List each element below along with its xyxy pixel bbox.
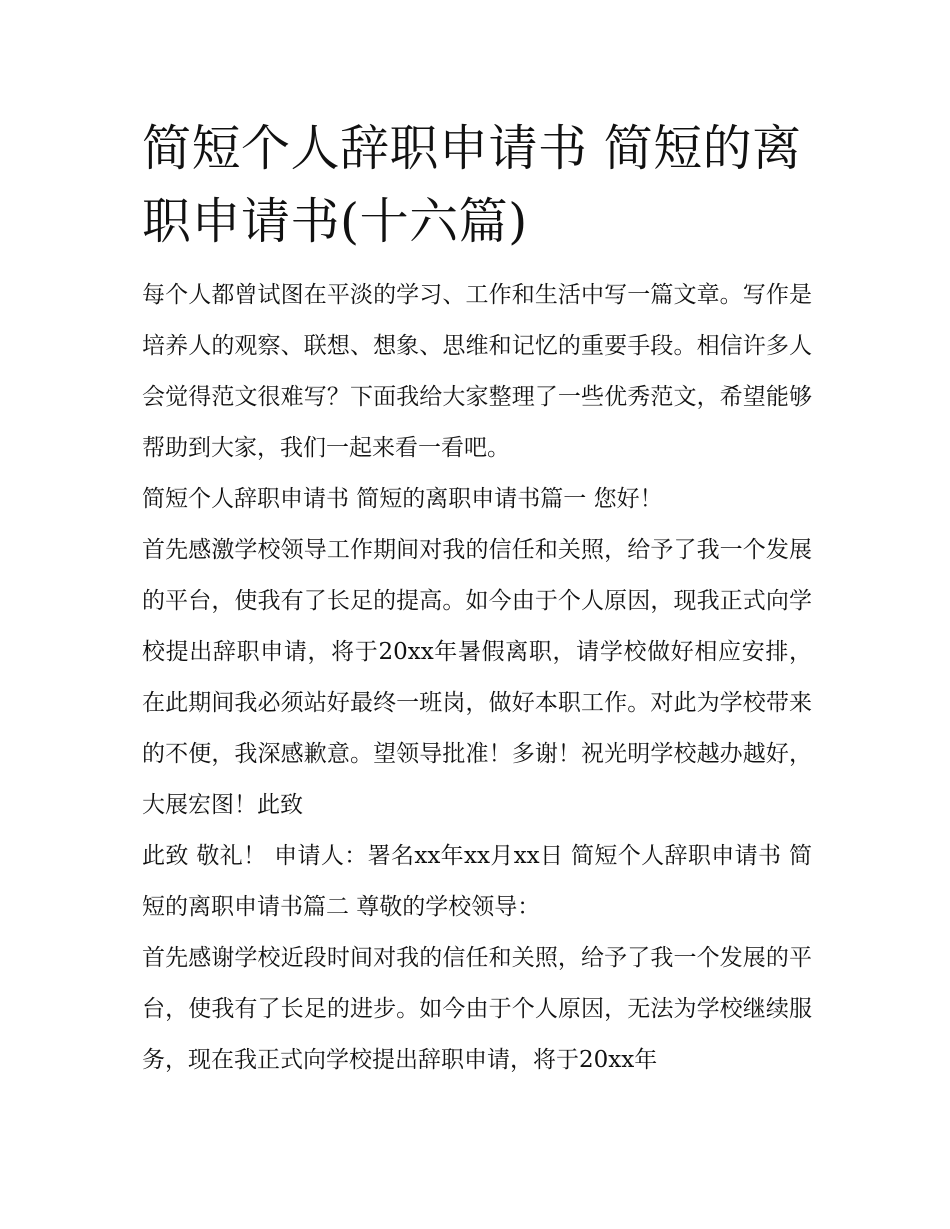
paragraph-intro: 每个人都曾试图在平淡的学习、工作和生活中写一篇文章。写作是培养人的观察、联想、想象、思维和记忆的重要手段。相信许多人会觉得范文很难写？下面我给大家整理了一些优秀范文，希望能够帮助到大家，我们一起来看一看吧。 <box>142 282 812 461</box>
document-page <box>142 112 812 1086</box>
paragraph-closing-heading-2: 此致 敬礼！ 申请人：署名xx年xx月xx日 简短个人辞职申请书 简短的离职申请书篇二 尊敬的学校领导： <box>142 843 812 920</box>
paragraph-letter-2: 首先感谢学校近段时间对我的信任和关照，给予了我一个发展的平台，使我有了长足的进步。如今由于个人原因，无法为学校继续服务，现在我正式向学校提出辞职申请，将于20xx年 <box>142 945 812 1073</box>
paragraph-letter-1: 首先感激学校领导工作期间对我的信任和关照，给予了我一个发展的平台，使我有了长足的提高。如今由于个人原因，现我正式向学校提出辞职申请，将于20xx年暑假离职，请学校做好相应安排，在此期间我必须站好最终一班岗，做好本职工作。对此为学校带来的不便，我深感歉意。望领导批准！多谢！祝光明学校越办越好，大展宏图！此致 <box>142 537 812 818</box>
document-title: 简短个人辞职申请书 简短的离职申请书(十六篇) <box>142 120 802 250</box>
paragraph-heading-1: 简短个人辞职申请书 简短的离职申请书篇一 您好！ <box>142 486 663 512</box>
